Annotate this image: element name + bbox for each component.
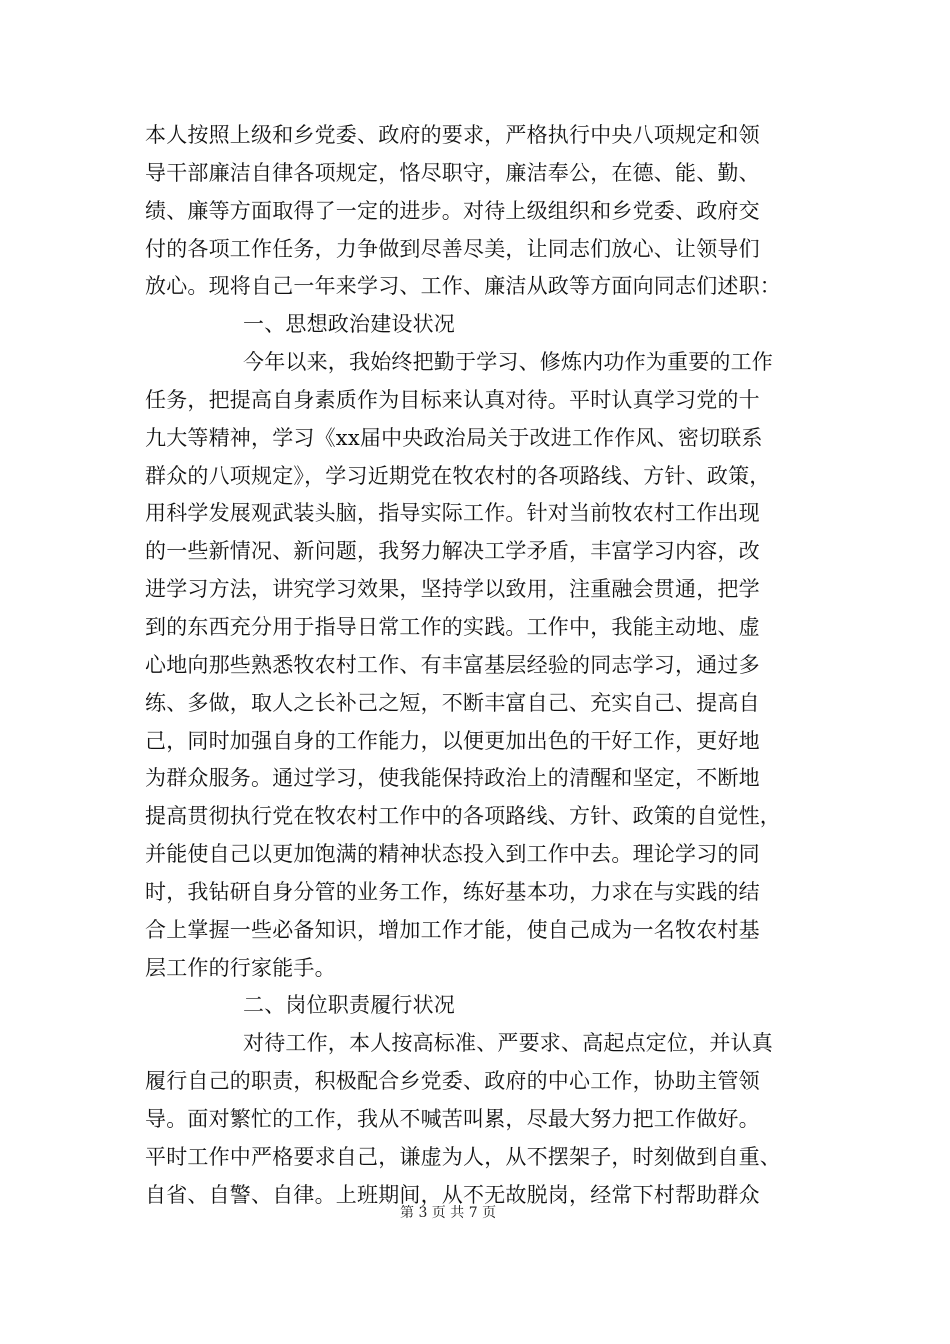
text-line: 心地向那些熟悉牧农村工作、有丰富基层经验的同志学习，通过多 bbox=[145, 652, 760, 677]
text-line: 绩、廉等方面取得了一定的进步。对待上级组织和乡党委、政府交 bbox=[145, 198, 760, 223]
section-heading: 二、岗位职责履行状况 bbox=[243, 993, 455, 1018]
text-line: 提高贯彻执行党在牧农村工作中的各项路线、方针、政策的自觉性， bbox=[145, 804, 781, 829]
text-line: 合上掌握一些必备知识，增加工作才能，使自己成为一名牧农村基 bbox=[145, 917, 760, 942]
text-line: 并能使自己以更加饱满的精神状态投入到工作中去。理论学习的同 bbox=[145, 842, 760, 867]
text-line: 的一些新情况、新问题，我努力解决工学矛盾，丰富学习内容，改 bbox=[145, 539, 760, 564]
text-line: 时，我钻研自身分管的业务工作，练好基本功，力求在与实践的结 bbox=[145, 879, 760, 904]
paragraph-first-line: 今年以来，我始终把勤于学习、修炼内功作为重要的工作 bbox=[243, 350, 773, 375]
text-line: 履行自己的职责，积极配合乡党委、政府的中心工作，协助主管领 bbox=[145, 1069, 760, 1094]
text-line: 放心。现将自己一年来学习、工作、廉洁从政等方面向同志们述职： bbox=[145, 274, 781, 299]
text-line: 付的各项工作任务，力争做到尽善尽美，让同志们放心、让领导们 bbox=[145, 236, 760, 261]
document-body bbox=[145, 117, 825, 1214]
text-line: 导。面对繁忙的工作，我从不喊苦叫累，尽最大努力把工作做好。 bbox=[145, 1106, 760, 1131]
text-line: 为群众服务。通过学习，使我能保持政治上的清醒和坚定，不断地 bbox=[145, 766, 760, 791]
text-line: 用科学发展观武装头脑，指导实际工作。针对当前牧农村工作出现 bbox=[145, 501, 760, 526]
text-line: 九大等精神，学习《xx届中央政治局关于改进工作作风、密切联系 bbox=[145, 425, 763, 450]
text-line: 平时工作中严格要求自己，谦虚为人，从不摆架子，时刻做到自重、 bbox=[145, 1144, 781, 1169]
text-line: 导干部廉洁自律各项规定，恪尽职守，廉洁奉公，在德、能、勤、 bbox=[145, 160, 760, 185]
page-number-label: 第 3 页 共 7 页 bbox=[400, 1205, 497, 1221]
text-line: 群众的八项规定》，学习近期党在牧农村的各项路线、方针、政策， bbox=[145, 463, 771, 488]
text-line: 己，同时加强自身的工作能力，以便更加出色的干好工作，更好地 bbox=[145, 728, 760, 753]
text-line: 到的东西充分用于指导日常工作的实践。工作中，我能主动地、虚 bbox=[145, 614, 760, 639]
text-line: 任务，把提高自身素质作为目标来认真对待。平时认真学习党的十 bbox=[145, 387, 760, 412]
text-line: 练、多做，取人之长补己之短，不断丰富自己、充实自己、提高自 bbox=[145, 690, 760, 715]
text-line: 层工作的行家能手。 bbox=[145, 955, 336, 980]
text-line: 进学习方法，讲究学习效果，坚持学以致用，注重融会贯通，把学 bbox=[145, 577, 760, 602]
text-line: 本人按照上级和乡党委、政府的要求，严格执行中央八项规定和领 bbox=[145, 123, 760, 147]
page-footer bbox=[0, 1203, 950, 1223]
section-heading: 一、思想政治建设状况 bbox=[243, 312, 455, 337]
paragraph-first-line: 对待工作，本人按高标准、严要求、高起点定位，并认真 bbox=[243, 1031, 773, 1056]
text-line: 自省、自警、自律。上班期间，从不无故脱岗，经常下村帮助群众 bbox=[145, 1182, 760, 1207]
